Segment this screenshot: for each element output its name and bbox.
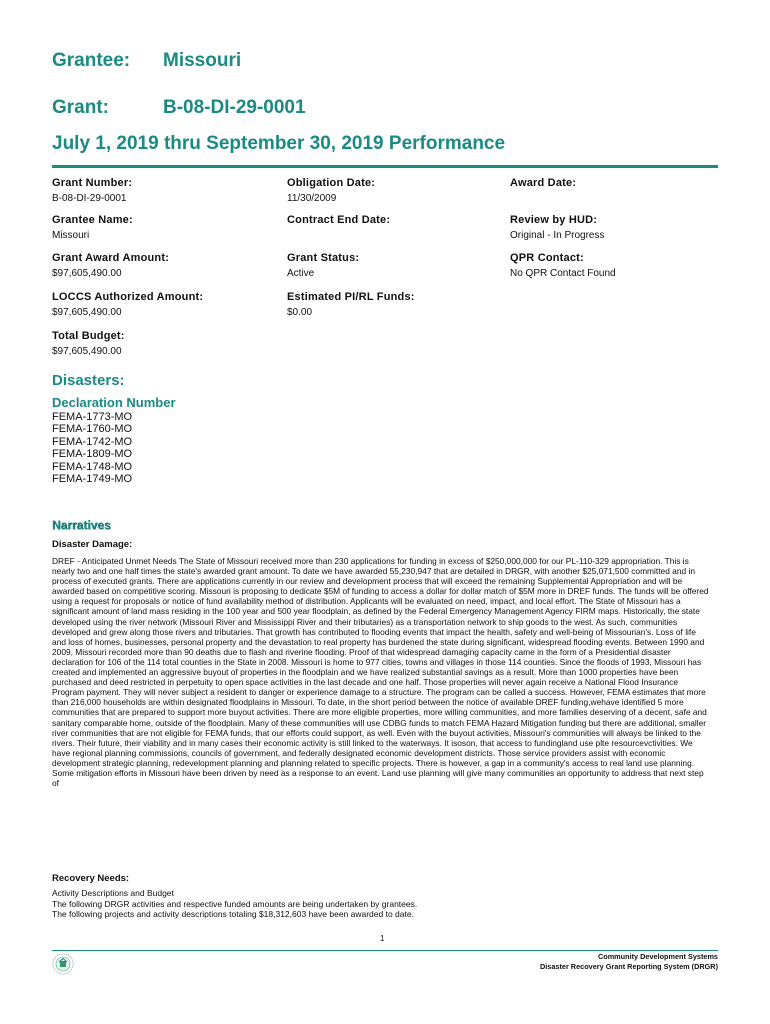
footer-divider	[52, 950, 718, 951]
page-number: 1	[380, 934, 385, 943]
award-date-label: Award Date:	[510, 177, 577, 189]
header-divider	[52, 165, 718, 168]
total-budget-value: $97,605,490.00	[52, 346, 122, 357]
qpr-contact-label: QPR Contact:	[510, 252, 584, 264]
narratives-heading: Narratives	[52, 518, 111, 532]
grant-award-amount-value: $97,605,490.00	[52, 268, 122, 279]
review-by-hud-label: Review by HUD:	[510, 214, 598, 226]
declaration-item: FEMA-1749-MO	[52, 473, 133, 486]
declaration-list	[52, 411, 132, 485]
grantee-name-label: Grantee Name:	[52, 214, 133, 226]
obligation-date-label: Obligation Date:	[287, 177, 376, 189]
recovery-needs-text	[52, 888, 417, 920]
grantee-name-value: Missouri	[52, 230, 90, 241]
footer-line-2: Disaster Recovery Grant Reporting System (DRGR)	[539, 962, 718, 971]
obligation-date-value: 11/30/2009	[287, 193, 337, 204]
grantee-label: Grantee:	[52, 50, 131, 71]
declaration-item: FEMA-1748-MO	[52, 460, 133, 473]
grant-status-label: Grant Status:	[287, 252, 360, 264]
recovery-line: The following DRGR activities and respective funded amounts are being undertaken by grantees.	[52, 898, 418, 909]
estimated-pi-rl-funds-value: $0.00	[287, 307, 313, 318]
disasters-heading: Disasters:	[52, 372, 125, 389]
grant-award-amount-label: Grant Award Amount:	[52, 252, 170, 264]
recovery-line: Activity Descriptions and Budget	[52, 888, 174, 898]
footer-line-1: Community Development Systems	[597, 952, 718, 961]
declaration-number-heading: Declaration Number	[52, 395, 176, 410]
hud-seal-icon	[52, 953, 74, 975]
loccs-authorized-amount-value: $97,605,490.00	[52, 307, 122, 318]
estimated-pi-rl-funds-label: Estimated PI/RL Funds:	[287, 291, 415, 303]
declaration-item: FEMA-1760-MO	[52, 423, 133, 436]
total-budget-label: Total Budget:	[52, 330, 125, 342]
review-by-hud-value: Original - In Progress	[510, 230, 605, 241]
declaration-item: FEMA-1742-MO	[52, 435, 133, 448]
loccs-authorized-amount-label: LOCCS Authorized Amount:	[52, 291, 204, 303]
grant-status-value: Active	[287, 268, 315, 279]
disaster-damage-label: Disaster Damage:	[52, 539, 133, 550]
performance-title: July 1, 2019 thru September 30, 2019 Performance	[52, 133, 506, 154]
grant-number-value: B-08-DI-29-0001	[52, 193, 127, 204]
grantee-value: Missouri	[163, 50, 242, 71]
qpr-contact-value: No QPR Contact Found	[510, 268, 616, 279]
recovery-line: The following projects and activity descriptions totaling $18,312,603 have been awarded to date.	[52, 909, 414, 919]
contract-end-date-label: Contract End Date:	[287, 214, 391, 226]
declaration-item: FEMA-1809-MO	[52, 448, 133, 461]
recovery-needs-label: Recovery Needs:	[52, 873, 130, 884]
grant-value: B-08-DI-29-0001	[163, 97, 306, 118]
grant-number-label: Grant Number:	[52, 177, 133, 189]
declaration-item: FEMA-1773-MO	[52, 411, 133, 423]
grant-label: Grant:	[52, 97, 109, 118]
disaster-damage-text: DREF - Anticipated Unmet Needs The State of Missouri received more than 230 applications for funding in excess of $250,000,000 for our PL-110-329 appropriation. This is nearly two and one half times the state's awarded grant amount. To date we have awarded 55,230,947 that are detailed in DRGR, with another $25,071,500 committed and in process of executed grants. There are applications currently in our review and development process that will exceed the remaining Supplemental Appropriation and will be awarded based on competitive scoring. Missouri is proposing to dedicate $5M of funding to access a dollar for dollar match of $5M more in DREF funds. The funds will be offered using a request for proposals or notice of fund availability method of distribution. Applicants will be evaluated on need, impact, and local effort. The State of Missouri has a significant amount of land mass residing in the 100 year and 500 year floodplain, as defined by the Federal Emergency Management Agency FIRM maps. Historically, the state developed using the river network (Missouri River and Mississippi River and their tributaries) as a transportation network to ship goods to the west. As such, communities developed and grew along those rivers and tributaries. That growth has contributed to flooding events that impact the health, safety and well-being of Missourian's. Loss of life and loss of homes, businesses, personal property and the devastation to real property has burdened the state during significant, widespread flooding events. Between 1990 and 2009, Missouri recorded more than 90 deaths due to flash and riverine flooding. Proof of that widespread damaging capacity came in the form of a Presidential disaster declaration for 106 of the 114 total counties in the State in 2008. Missouri is home to 977 cities, towns and villages in those 114 counties. Since the floods of 1993, Missouri has created and implemented an aggressive buyout of properties in the floodplain and we have realized substantial savings as a result. More than 1000 properties have been purchased and deed restricted in perpetuity to open space activities in the last decade and one half. Those properties will never again receive a National Flood Insurance Program payment. They will never subject a resident to danger or experience damage to a structure. The program can be called a success. However, FEMA estimates that more than 216,000 households are within designated floodplains in Missouri. To date, in the short period between the notice of available DREF funding,wehave identified 5 more communities that are prepared to support more buyout activities. There are more eligible properties, more willing communities, and more families deserving of a decent, safe and sanitary comparable home, outside of the floodplain. Many of these communities will use CDBG funds to match FEMA Hazard Mitigation funding but there are additional, smaller river communities that are not eligible for FEMA funds, that our efforts could support, as well. Even with the buyout activities, Missouri's communities will always be linked to the rivers. Their future, their viability and in many cases their economic activity is still linked to the waterways. It isoson, that access to fundingland use plte resourcevctivities. We have regional planning commissions, councils of government, and federally designated economic development districts. Those service providers assist with economic development strategic planning, redevelopment planning and planning related to specific projects. There is however, a gap in a community's access to real land use planning. Some mitigation efforts in Missouri have been driven by need as a response to an event. Land use planning will give many communities an opportunity to address that next step of	[52, 556, 709, 789]
